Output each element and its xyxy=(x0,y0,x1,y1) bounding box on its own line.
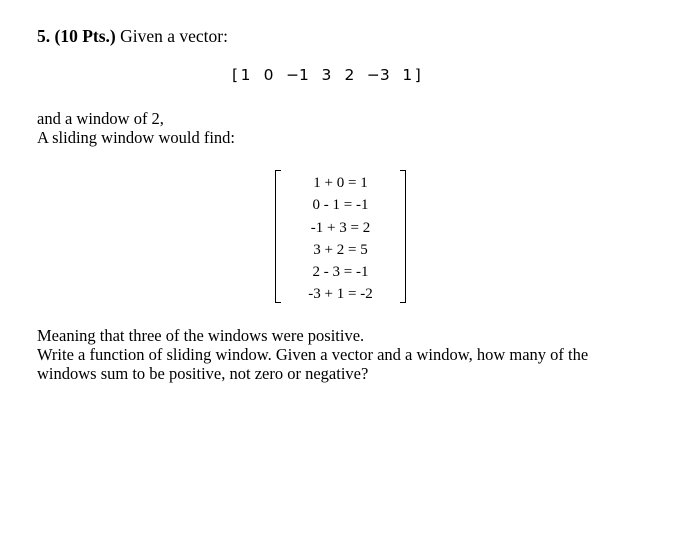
task-line: Write a function of sliding window. Given a vector and a window, how many of the xyxy=(37,345,589,364)
window-sums-matrix xyxy=(275,170,406,303)
vector-element: 0 xyxy=(263,66,274,84)
matrix-rows xyxy=(275,172,406,306)
vector-open-bracket: [ xyxy=(232,66,239,84)
matrix-row: -3 + 1 = -2 xyxy=(308,286,373,303)
vector-close-bracket: ] xyxy=(414,66,421,84)
matrix-row: 2 - 3 = -1 xyxy=(312,264,369,281)
setup-line: and a window of 2, xyxy=(37,109,164,128)
task-paragraph xyxy=(37,326,588,383)
question-intro: Given a vector: xyxy=(120,26,228,46)
vector-element: 2 xyxy=(344,66,355,84)
setup-paragraph xyxy=(37,109,235,147)
vector-element: 1 xyxy=(240,66,251,84)
vector-element: 3 xyxy=(321,66,332,84)
question-header xyxy=(37,26,228,47)
matrix-row: -1 + 3 = 2 xyxy=(310,219,371,236)
task-line: Meaning that three of the windows were positive. xyxy=(37,326,365,345)
task-line: windows sum to be positive, not zero or negative? xyxy=(37,364,369,383)
question-number: 5. (10 Pts.) xyxy=(37,26,116,46)
matrix-row: 0 - 1 = -1 xyxy=(312,197,369,214)
vector-element: −3 xyxy=(366,66,390,84)
vector-element: −1 xyxy=(286,66,309,84)
setup-line: A sliding window would find: xyxy=(37,128,236,147)
vector-element: 1 xyxy=(402,66,413,84)
matrix-row: 3 + 2 = 5 xyxy=(313,241,368,258)
matrix-row: 1 + 0 = 1 xyxy=(313,175,368,191)
input-vector xyxy=(232,66,421,84)
